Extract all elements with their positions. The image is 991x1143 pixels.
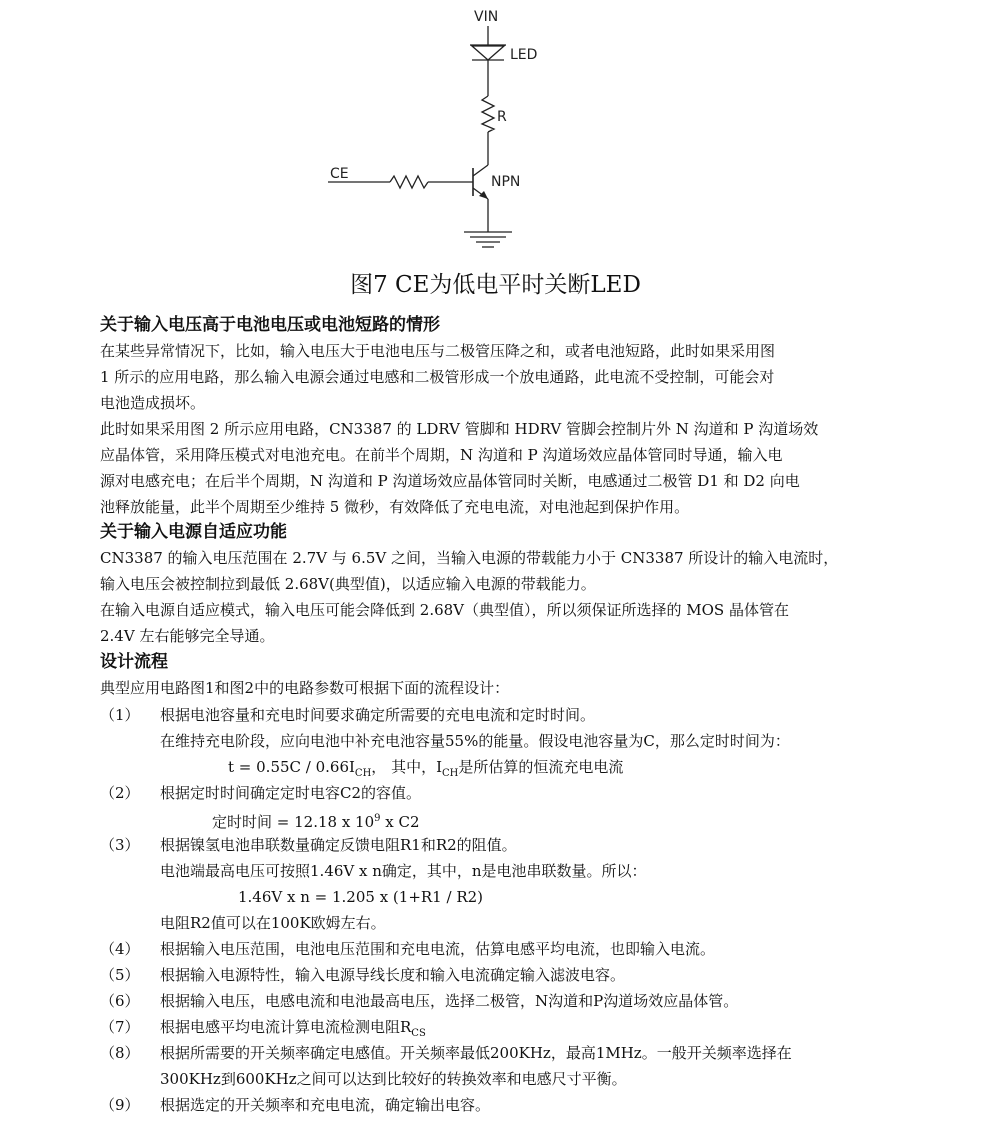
- paragraph-line: 在某些异常情况下，比如，输入电压大于电池电压与二极管压降之和，或者电池短路，此时如果采用图: [100, 342, 776, 360]
- step-text: 根据所需要的开关频率确定电感值。开关频率最低200KHz，最高1MHz。一般开关频率选择在: [160, 1044, 792, 1062]
- step-text: 根据电感平均电流计算电流检测电阻$R_{CS}$: [160, 1018, 426, 1039]
- collector-line: [473, 165, 488, 176]
- resistor-r-label: R: [497, 109, 507, 125]
- resistor-r-symbol: [482, 96, 494, 132]
- step3-formula: 1.46V x n = 1.205 x (1+R1 / R2): [238, 888, 484, 906]
- step-text: 根据选定的开关频率和充电电流，确定输出电容。: [160, 1096, 491, 1114]
- step-number: （3）: [100, 836, 140, 854]
- step-number: （1）: [100, 706, 140, 724]
- circuit-diagram: [300, 0, 560, 262]
- led-label: LED: [510, 47, 538, 63]
- step-number: （8）: [100, 1044, 140, 1062]
- design-flow-intro: 典型应用电路图1和图2中的电路参数可根据下面的流程设计：: [100, 679, 510, 697]
- paragraph-line: 1 所示的应用电路，那么输入电源会通过电感和二极管形成一个放电通路，此电流不受控制，可能会对: [100, 368, 775, 386]
- led-diode-symbol: [472, 46, 504, 60]
- paragraph-line: 电池造成损坏。: [100, 394, 206, 412]
- paragraph-line: CN3387 的输入电压范围在 2.7V 与 6.5V 之间，当输入电源的带载能力小于 CN3387 所设计的输入电流时，: [100, 549, 839, 567]
- step3-note2: 电阻R2值可以在100K欧姆左右。: [160, 914, 386, 932]
- paragraph-line: 在输入电源自适应模式，输入电压可能会降低到 2.68V（典型值），所以须保证所选择的 MOS 晶体管在: [100, 601, 789, 619]
- ground-symbol: [464, 232, 512, 247]
- step-text-continued: 300KHz到600KHz之间可以达到比较好的转换效率和电感尺寸平衡。: [160, 1070, 627, 1088]
- step-number: （7）: [100, 1018, 140, 1036]
- paragraph-line: 输入电压会被控制拉到最低 2.68V(典型值)，以适应输入电源的带载能力。: [100, 575, 596, 593]
- figure-caption: 图7 CE为低电平时关断LED: [350, 272, 641, 298]
- base-resistor-symbol: [390, 176, 428, 188]
- step-text: 根据输入电压，电感电流和电池最高电压，选择二极管，N沟道和P沟道场效应晶体管。: [160, 992, 739, 1010]
- paragraph-line: 源对电感充电；在后半个周期，N 沟道和 P 沟道场效应晶体管同时关断，电感通过二极管 D1 和 D2 向电: [100, 472, 800, 490]
- step-text: 根据输入电压范围，电池电压范围和充电电流，估算电感平均电流，也即输入电流。: [160, 940, 716, 958]
- emitter-arrow: [479, 191, 488, 199]
- paragraph-line: 2.4V 左右能够完全导通。: [100, 627, 275, 645]
- section-heading-overvoltage: 关于输入电压高于电池电压或电池短路的情形: [100, 315, 440, 335]
- paragraph-line: 应晶体管，采用降压模式对电池充电。在前半个周期，N 沟道和 P 沟道场效应晶体管同时导通，输入电: [100, 446, 783, 464]
- step1-formula: $t = 0.55C / 0.66I_{CH}$， 其中，$I_{CH}$是所估算的恒流充电电流: [228, 758, 624, 779]
- step3-note: 电池端最高电压可按照1.46V x n确定，其中，n是电池串联数量。所以：: [160, 862, 647, 880]
- step-text: 根据电池容量和充电时间要求确定所需要的充电电流和定时时间。: [160, 706, 596, 724]
- npn-label: NPN: [491, 174, 521, 190]
- step-text: 根据输入电源特性，输入电源导线长度和输入电流确定输入滤波电容。: [160, 966, 626, 984]
- section-heading-design-flow: 设计流程: [100, 652, 168, 672]
- step-text: 根据定时时间确定定时电容C2的容值。: [160, 784, 422, 802]
- paragraph-line: 池释放能量，此半个周期至少维持 5 微秒，有效降低了充电电流，对电池起到保护作用。: [100, 498, 690, 516]
- step-text: 根据镍氢电池串联数量确定反馈电阻R1和R2的阻值。: [160, 836, 517, 854]
- step-number: （6）: [100, 992, 140, 1010]
- step-number: （4）: [100, 940, 140, 958]
- step2-formula: 定时时间 = 12.18 x $10^9$ x C2: [212, 813, 420, 831]
- step-number: （2）: [100, 784, 140, 802]
- step-number: （5）: [100, 966, 140, 984]
- step-number: （9）: [100, 1096, 140, 1114]
- step1-note: 在维持充电阶段，应向电池中补充电池容量55%的能量。假设电池容量为C，那么定时时间为：: [160, 732, 790, 750]
- vin-label: VIN: [474, 9, 499, 25]
- section-heading-adaptive-input: 关于输入电源自适应功能: [100, 522, 287, 542]
- ce-label: CE: [330, 166, 349, 182]
- paragraph-line: 此时如果采用图 2 所示应用电路，CN3387 的 LDRV 管脚和 HDRV 管脚会控制片外 N 沟道和 P 沟道场效: [100, 420, 819, 438]
